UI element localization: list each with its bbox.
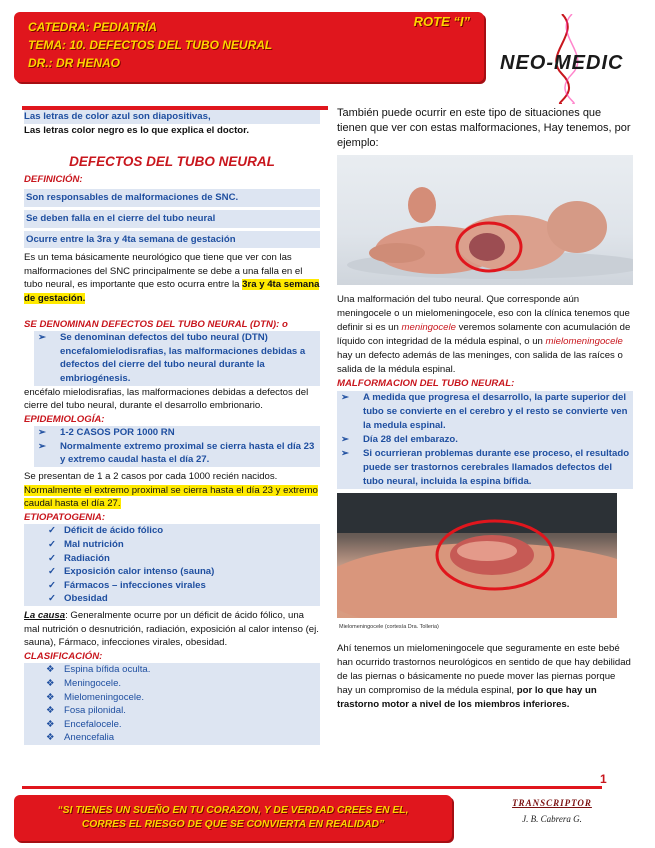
definition-paragraph (24, 251, 320, 305)
list-item (48, 524, 320, 538)
diamond-bullet-icon: ❖ (46, 691, 55, 703)
list-item (34, 426, 320, 440)
list-item-text: Exposición calor intenso (sauna) (64, 566, 215, 578)
baby-photo (337, 155, 633, 285)
list-item (48, 592, 320, 606)
list-item-text: Se denominan defectos del tubo neural (DTN) encefalomielodisrafias, las malformaciones debidas a defectos del cierre del tubo neural durante la embriogénesis. (60, 332, 306, 384)
list-item (46, 677, 320, 691)
list-item (48, 565, 320, 579)
definicion-heading: DEFINICIÓN: (24, 173, 83, 185)
causa-label: La causa (24, 610, 66, 621)
arrow-bullet-icon: ➢ (38, 440, 47, 452)
text-span: Ahí tenemos un mielomeningocele que seguramente en este bebé han ocurrido trastornos neurológicos en sentido de que hay debilidad de las piernas o básicamente no puede mover las piernas porque hay un compromiso de la médula espinal, (337, 643, 631, 696)
list-item (34, 440, 320, 467)
epi-paragraph: Se presentan de 1 a 2 casos por cada 1000 recién nacidos. (24, 471, 278, 483)
etiopatogenia-heading: ETIOPATOGENIA: (24, 511, 106, 523)
diamond-bullet-icon: ❖ (46, 732, 55, 744)
definition-item: Son responsables de malformaciones de SNC. (24, 189, 320, 207)
left-column (24, 110, 320, 745)
list-item-text: Radiación (64, 552, 110, 564)
doctor-label: DR.: DR HENAO (28, 56, 120, 70)
clas-list (24, 663, 320, 745)
diamond-bullet-icon: ❖ (46, 718, 55, 730)
list-item (46, 704, 320, 718)
text-span: veremos solamente con acumulación de líquido con integridad de la médula espinal, o un (337, 322, 631, 347)
footer-quote-banner (14, 795, 452, 841)
page-title: DEFECTOS DEL TUBO NEURAL (69, 154, 275, 170)
quote-line-2: CORRES EL RIESGO DE QUE SE CONVIERTA EN REALIDAD” (81, 819, 385, 830)
intro-paragraph: También puede ocurrir en este tipo de situaciones que tienen que ver con estas malformaciones, Hay tenemos, por ejemplo: (337, 107, 631, 149)
definition-text: Es un tema básicamente neurológico que tiene que ver con las malformaciones del SNC principalmente se debe a una falla en el tubo neural, es importante que esto ocurra entre la (24, 252, 303, 291)
list-item-text: Mielomeningocele. (64, 691, 144, 703)
list-item (46, 691, 320, 705)
neo-medic-logo (492, 14, 642, 104)
clasificacion-heading: CLASIFICACIÓN: (24, 650, 103, 662)
page-number: 1 (600, 772, 607, 786)
list-item-text: Encefalocele. (64, 718, 122, 730)
catedra-label: CATEDRA: PEDIATRÍA (28, 20, 157, 34)
rote-label: ROTE “I” (413, 14, 470, 29)
check-icon: ✓ (48, 579, 57, 591)
dtn-paragraph: encéfalo mielodisrafias, las malformaciones debidas a defectos del cierre del tubo neural, durante el desarrollo embrionario. (24, 386, 309, 412)
epidemiologia-heading: EPIDEMIOLOGÍA: (24, 413, 105, 425)
epi-list (24, 426, 320, 467)
check-icon: ✓ (48, 593, 57, 605)
malf-list (337, 391, 633, 489)
quote-line-1: “SI TIENES UN SUEÑO EN TU CORAZON, Y DE VERDAD CREES EN EL, (57, 805, 409, 816)
epi-highlight (24, 484, 320, 511)
list-item-text: Normalmente extremo proximal se cierra hasta el día 23 y extremo caudal hasta el día 27. (60, 440, 315, 466)
meningocele-paragraph (337, 293, 633, 377)
transcriptor-name: J. B. Cabrera G. (522, 814, 582, 824)
check-icon: ✓ (48, 566, 57, 578)
baby-illustration (337, 155, 633, 285)
dtn-list (24, 331, 320, 385)
malformacion-heading: MALFORMACION DEL TUBO NEURAL: (337, 378, 515, 389)
arrow-bullet-icon: ➢ (341, 434, 350, 445)
text-span: hay un defecto además de las meninges, con salida de las raíces o salida de la médula espinal. (337, 350, 623, 375)
arrow-bullet-icon: ➢ (38, 427, 47, 439)
tema-label: TEMA: 10. DEFECTOS DEL TUBO NEURAL (28, 38, 273, 52)
list-item (48, 579, 320, 593)
list-item-text: Fármacos – infecciones virales (64, 579, 206, 591)
arrow-bullet-icon: ➢ (38, 332, 47, 344)
logo-text: NEO-MEDIC (500, 52, 624, 74)
diamond-bullet-icon: ❖ (46, 677, 55, 689)
list-item (48, 552, 320, 566)
lesion-illustration (337, 493, 617, 618)
diamond-bullet-icon: ❖ (46, 705, 55, 717)
causa-paragraph (24, 609, 320, 650)
list-item-text: Déficit de ácido fólico (64, 525, 164, 537)
photo-caption: Mielomeningocele (cortesía Dra. Tolleria) (339, 624, 439, 630)
bold-text: por lo que hay un trastorno motor a nivel de los miembros inferiores. (337, 685, 597, 710)
legend-blue: Las letras de color azul son diapositivas, (24, 110, 320, 124)
conclusion-paragraph (337, 642, 633, 712)
list-item-text: Obesidad (64, 593, 108, 605)
list-item (46, 663, 320, 677)
list-item (48, 538, 320, 552)
highlight-text: 3ra y 4ta semana de gestación. (24, 279, 320, 304)
mielomeningocele-photo (337, 493, 617, 618)
etio-list (24, 524, 320, 606)
diamond-bullet-icon: ❖ (46, 664, 55, 676)
transcriptor-block (492, 798, 612, 824)
dtn-heading: SE DENOMINAN DEFECTOS DEL TUBO NEURAL (DTN): o (24, 318, 288, 330)
arrow-bullet-icon: ➢ (341, 448, 350, 459)
right-column (337, 106, 633, 712)
list-item-text: 1-2 CASOS POR 1000 RN (60, 427, 175, 439)
arrow-bullet-icon: ➢ (341, 392, 350, 403)
definition-item: Ocurre entre la 3ra y 4ta semana de gestación (24, 231, 320, 249)
text-span: Una malformación del tubo neural. Que corresponde aún meningocele o un mielomeningocele, eso con la clínica tenemos que definir si es un (337, 294, 630, 333)
list-item-text: Fosa pilonidal. (64, 705, 126, 717)
list-item-text: Meningocele. (64, 677, 122, 689)
definition-item: Se deben falla en el cierre del tubo neural (24, 210, 320, 228)
list-item (337, 447, 633, 489)
list-item (34, 331, 320, 385)
check-icon: ✓ (48, 525, 57, 537)
list-item (46, 731, 320, 745)
footer-divider (22, 786, 602, 789)
list-item (337, 391, 633, 433)
list-item-text: Espina bífida oculta. (64, 664, 151, 676)
red-term: mielomeningocele (545, 336, 623, 347)
highlight-text: Normalmente el extremo proximal se cierra hasta el día 23 y extremo caudal hasta el día 27. (24, 484, 318, 510)
causa-text: : Generalmente ocurre por un déficit de ácido fólico, una mal nutrición o desnutrición, radiación, exposición al calor intenso (ej. sauna), Fármaco, infecciones virales, obesidad. (24, 610, 319, 649)
list-item-text: Anencefalia (64, 732, 115, 744)
red-term: meningocele (401, 322, 456, 333)
list-item (46, 718, 320, 732)
list-item-text: A medida que progresa el desarrollo, la parte superior del tubo se convierte en el cerebro y el resto se convierte ven la medula espinal. (363, 392, 628, 431)
check-icon: ✓ (48, 552, 57, 564)
list-item (337, 433, 633, 447)
header-banner (14, 12, 484, 82)
list-item-text: Si ocurrieran problemas durante ese proceso, el resultado puede ser trastornos cerebrales llamados defectos del tubo neural, incluida la espina bífida. (363, 448, 630, 487)
check-icon: ✓ (48, 539, 57, 551)
list-item-text: Mal nutrición (64, 539, 124, 551)
transcriptor-label: TRANSCRIPTOR (512, 798, 592, 808)
legend-black: Las letras color negro es lo que explica el doctor. (24, 124, 249, 136)
list-item-text: Día 28 del embarazo. (363, 434, 458, 445)
